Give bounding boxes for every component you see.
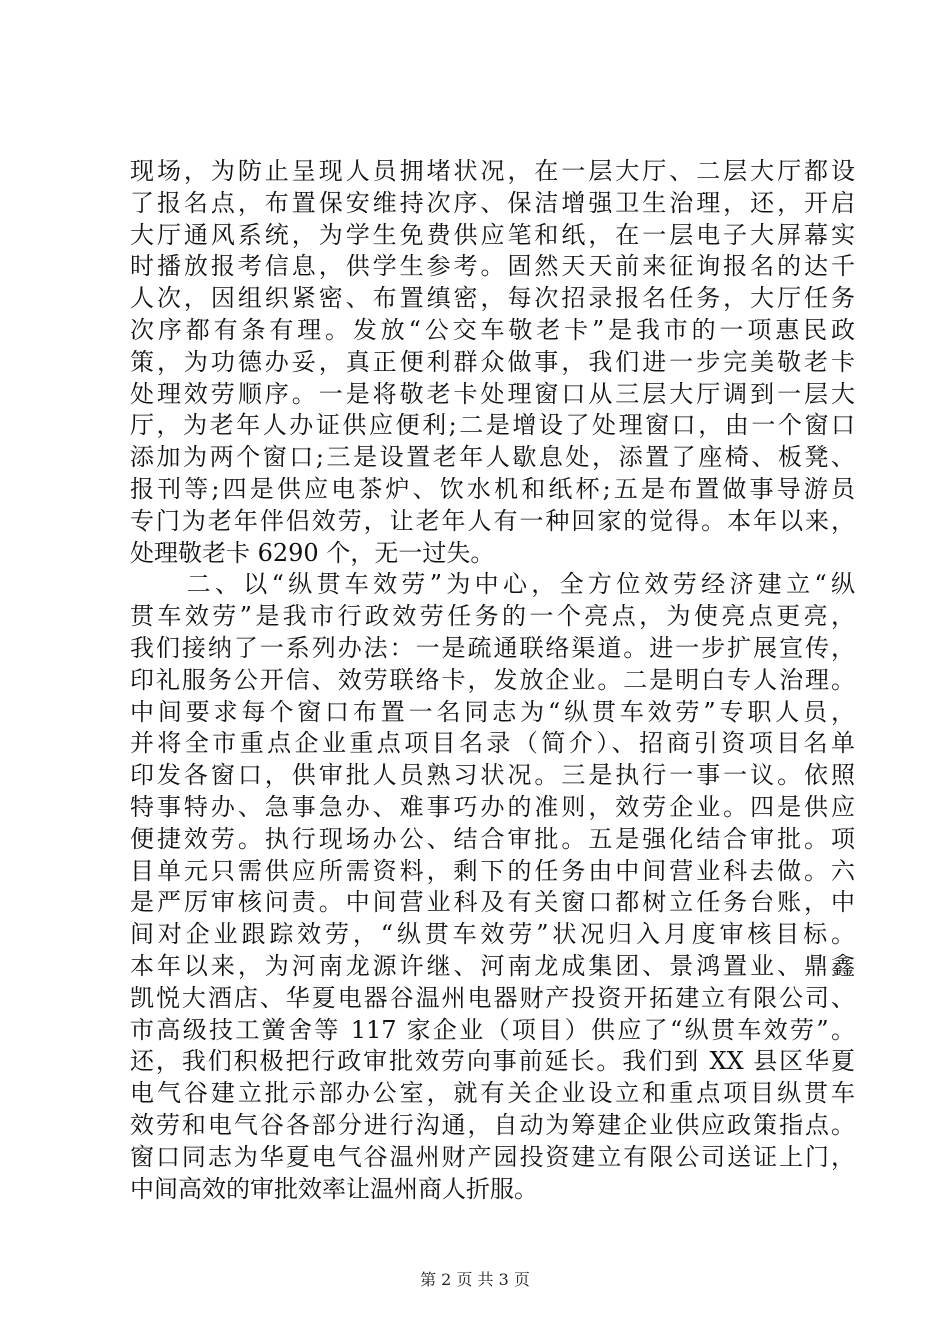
text-line: 印礼服务公开信、效劳联络卡，发放企业。二是明白专人治理。 [130,665,855,694]
text-line: 还，我们积极把行政审批效劳向事前延长。我们到 XX 县区华夏 [130,1047,855,1076]
text-line: 特事特办、急事急办、难事巧办的准则，效劳企业。四是供应 [130,792,855,821]
text-line: 间对企业跟踪效劳，“纵贯车效劳”状况归入月度审核目标。 [130,920,855,949]
paragraph [130,569,855,1205]
text-line: 了报名点，布置保安维持次序、保洁增强卫生治理，还，开启 [130,188,855,217]
text-line: 人次，因组织紧密、布置缜密，每次招录报名任务，大厅任务 [130,284,855,313]
page-footer: 第 2 页 共 3 页 [420,1270,530,1289]
text-line: 大厅通风系统，为学生免费供应笔和纸，在一层电子大屏幕实 [130,220,855,249]
paragraph [130,156,855,569]
text-line: 效劳和电气谷各部分进行沟通，自动为筹建企业供应政策指点。 [130,1110,855,1139]
text-line: 我们接纳了一系列办法：一是疏通联络渠道。进一步扩展宣传， [130,633,855,662]
text-line: 市高级技工黉舍等 117 家企业（项目）供应了“纵贯车效劳”。 [130,1015,855,1044]
text-line: 贯车效劳”是我市行政效劳任务的一个亮点，为使亮点更亮， [130,602,855,631]
text-line: 印发各窗口，供审批人员熟习状况。三是执行一事一议。依照 [130,761,855,790]
text-line: 时播放报考信息，供学生参考。固然天天前来征询报名的达千 [130,252,855,281]
text-line: 便捷效劳。执行现场办公、结合审批。五是强化结合审批。项 [130,824,855,853]
text-line: 凯悦大酒店、华夏电器谷温州电器财产投资开拓建立有限公司、 [130,983,855,1012]
text-line: 次序都有条有理。发放“公交车敬老卡”是我市的一项惠民政 [130,315,855,344]
text-line: 添加为两个窗口;三是设置老年人歇息处，添置了座椅、板凳、 [130,443,855,472]
text-line: 厅，为老年人办证供应便利;二是增设了处理窗口，由一个窗口 [130,411,855,440]
text-line: 中间高效的审批效率让温州商人折服。 [130,1174,538,1203]
text-line: 报刊等;四是供应电茶炉、饮水机和纸杯;五是布置做事导游员 [130,474,855,503]
text-line: 并将全市重点企业重点项目名录（简介）、招商引资项目名单 [130,729,855,758]
text-line: 中间要求每个窗口布置一名同志为“纵贯车效劳”专职人员， [130,697,855,726]
text-line: 电气谷建立批示部办公室，就有关企业设立和重点项目纵贯车 [130,1079,855,1108]
text-line: 专门为老年伴侣效劳，让老年人有一种回家的觉得。本年以来， [130,506,855,535]
text-line: 目单元只需供应所需资料，剩下的任务由中间营业科去做。六 [130,856,855,885]
text-line: 处理效劳顺序。一是将敬老卡处理窗口从三层大厅调到一层大 [130,379,855,408]
text-line: 处理敬老卡 6290 个，无一过失。 [130,538,495,567]
text-line: 二、以“纵贯车效劳”为中心，全方位效劳经济建立“纵 [130,570,855,599]
text-line: 是严厉审核问责。中间营业科及有关窗口都树立任务台账，中 [130,888,855,917]
text-line: 本年以来，为河南龙源许继、河南龙成集团、景鸿置业、鼎鑫 [130,951,855,980]
text-line: 策，为功德办妥，真正便利群众做事，我们进一步完美敬老卡 [130,347,855,376]
document-body [130,156,855,1205]
text-line: 现场，为防止呈现人员拥堵状况，在一层大厅、二层大厅都设 [130,157,855,185]
text-line: 窗口同志为华夏电气谷温州财产园投资建立有限公司送证上门， [130,1142,855,1171]
